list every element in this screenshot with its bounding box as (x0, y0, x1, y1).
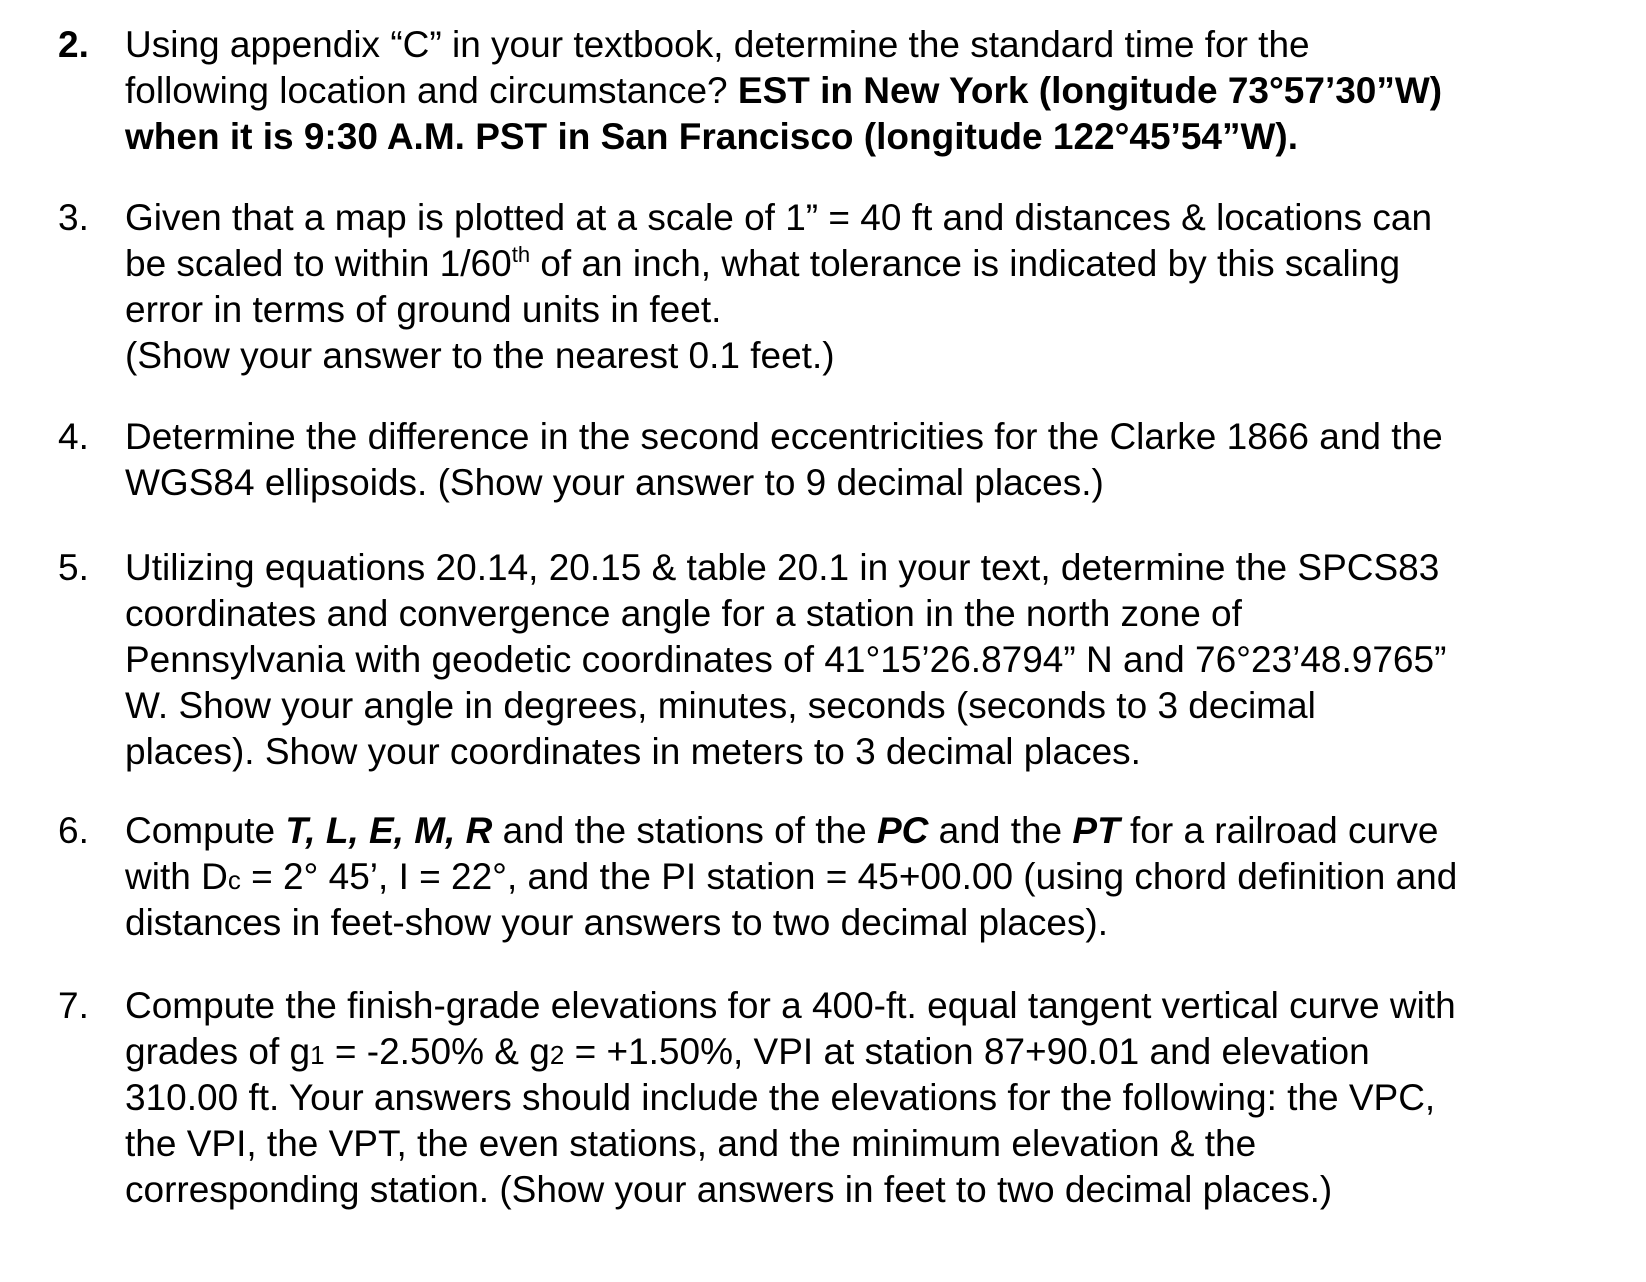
question-number: 6. (58, 810, 89, 851)
text-line (125, 333, 1625, 379)
text-run: Determine the difference in the second eccentricities for the Clarke 1866 and the (125, 416, 1443, 457)
text-line (125, 1029, 1625, 1075)
text-run: the VPI, the VPT, the even stations, and the minimum elevation & the (125, 1123, 1257, 1164)
text-line (125, 195, 1625, 241)
text-run: Compute (125, 810, 286, 851)
text-run: places). Show your coordinates in meters to 3 decimal places. (125, 731, 1141, 772)
text-run: corresponding station. (Show your answers in feet to two decimal places.) (125, 1169, 1333, 1210)
text-run: distances in feet-show your answers to two decimal places). (125, 902, 1108, 943)
question-number: 2. (58, 24, 89, 65)
text-line (125, 683, 1625, 729)
text-line (125, 1167, 1625, 1213)
emphasis (877, 810, 928, 851)
text-run: Pennsylvania with geodetic coordinates of 41°15’26.8794” N and 76°23’48.9765” (125, 639, 1447, 680)
text-line (125, 854, 1625, 900)
text-run: Given that a map is plotted at a scale of 1” = 40 ft and distances & locations can (125, 197, 1433, 238)
question-number: 5. (58, 547, 89, 588)
question-text (125, 195, 1625, 379)
text-line (125, 591, 1625, 637)
question-text (125, 808, 1625, 946)
question-number: 4. (58, 416, 89, 457)
bold-italic-text: PC (877, 810, 929, 851)
text-line (125, 241, 1625, 287)
text-line (125, 114, 1625, 160)
text-line (125, 983, 1625, 1029)
text-line (125, 729, 1625, 775)
subscript: 2 (549, 1040, 565, 1070)
question-text (125, 545, 1625, 775)
bold-text: EST in New York (longitude 73°57’30”W) (737, 70, 1443, 111)
text-run: Utilizing equations 20.14, 20.15 & table 20.1 in your text, determine the SPCS83 (125, 547, 1440, 588)
text-run: 310.00 ft. Your answers should include the elevations for the following: the VPC, (125, 1077, 1436, 1118)
text-run: with D (125, 856, 228, 897)
text-line (125, 68, 1625, 114)
text-run: WGS84 ellipsoids. (Show your answer to 9 decimal places.) (125, 462, 1104, 503)
text-run: following location and circumstance? (125, 70, 738, 111)
text-run: = 2° 45’, I = 22°, and the PI station = 45+00.00 (using chord definition and (240, 856, 1458, 897)
text-run: of an inch, what tolerance is indicated by this scaling (530, 243, 1401, 284)
subscript: c (227, 865, 241, 895)
subscript: 1 (310, 1040, 325, 1070)
question-text (125, 414, 1625, 506)
text-line (125, 22, 1625, 68)
text-line (125, 545, 1625, 591)
bold-italic-text: PT (1072, 810, 1120, 851)
text-line (125, 808, 1625, 854)
text-run: Compute the finish-grade elevations for a 400-ft. equal tangent vertical curve with (125, 985, 1456, 1026)
bold-text: when it is 9:30 A.M. PST in San Francisco (longitude 122°45’54”W). (125, 116, 1299, 157)
text-line (125, 287, 1625, 333)
text-run: = -2.50% & g (324, 1031, 550, 1072)
question-number: 3. (58, 197, 89, 238)
text-run: = +1.50%, VPI at station 87+90.01 and elevation (564, 1031, 1370, 1072)
text-line (125, 414, 1625, 460)
text-line (125, 637, 1625, 683)
emphasis (285, 810, 492, 851)
text-run: and the stations of the (492, 810, 877, 851)
emphasis (1072, 810, 1119, 851)
question-number: 7. (58, 985, 89, 1026)
text-run: (Show your answer to the nearest 0.1 feet.) (125, 335, 835, 376)
superscript: th (511, 242, 531, 267)
bold-italic-text: T, L, E, M, R (285, 810, 493, 851)
text-run: W. Show your angle in degrees, minutes, seconds (seconds to 3 decimal (125, 685, 1316, 726)
text-run: Using appendix “C” in your textbook, determine the standard time for the (125, 24, 1310, 65)
text-run: coordinates and convergence angle for a station in the north zone of (125, 593, 1242, 634)
text-run: and the (928, 810, 1073, 851)
text-run: grades of g (125, 1031, 311, 1072)
text-line (125, 1075, 1625, 1121)
text-run: be scaled to within 1/60 (125, 243, 512, 284)
text-line (125, 1121, 1625, 1167)
text-run: error in terms of ground units in feet. (125, 289, 722, 330)
question-text (125, 22, 1625, 160)
text-line (125, 900, 1625, 946)
text-line (125, 460, 1625, 506)
text-run: for a railroad curve (1119, 810, 1439, 851)
question-text (125, 983, 1625, 1213)
